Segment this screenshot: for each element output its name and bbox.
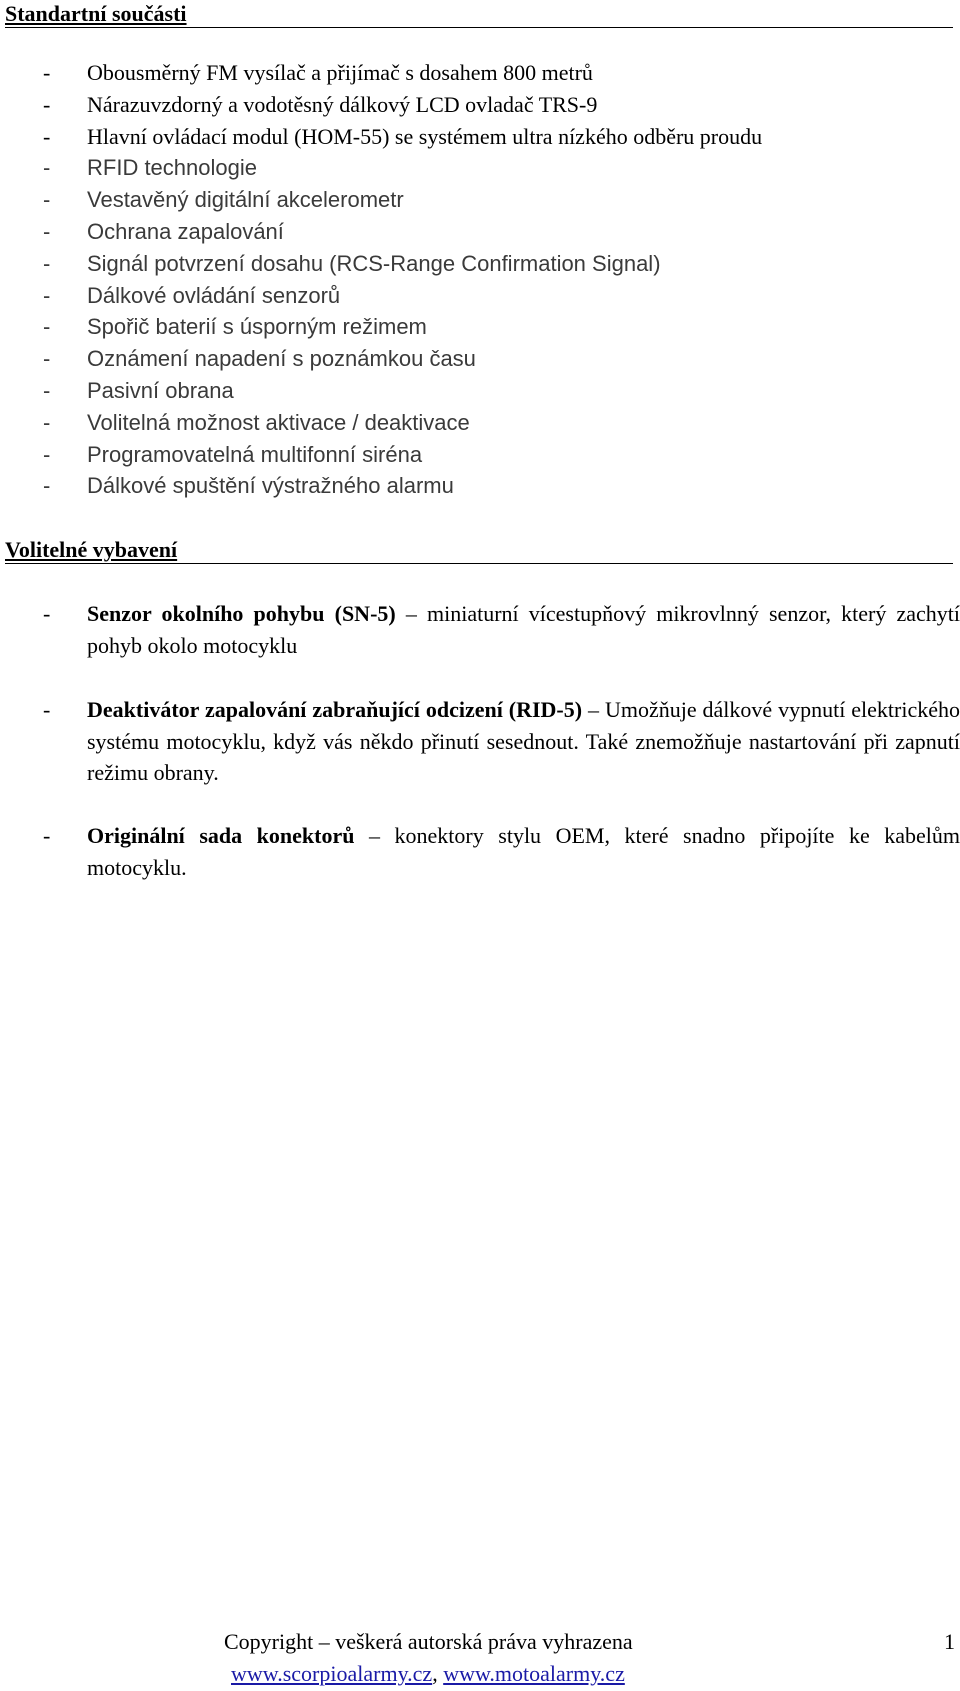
standard-parts-list xyxy=(0,57,960,502)
list-item: - Programovatelná multifonní siréna xyxy=(43,441,423,467)
list-item: - Hlavní ovládací modul (HOM-55) se systémem ultra nízkého odběru proudu xyxy=(43,123,763,149)
optional-item-text: Senzor okolního pohybu (SN-5) – miniaturní vícestupňový mikrovlnný senzor, který zachytí pohyb okolo motocyklu xyxy=(87,601,960,658)
list-item: - Signál potvrzení dosahu (RCS-Range Confirmation Signal) xyxy=(43,250,661,276)
page-number: 1 xyxy=(944,1629,955,1654)
list-item: - Obousměrný FM vysílač a přijímač s dosahem 800 metrů xyxy=(43,60,593,85)
scorpioalarmy-link[interactable]: www.scorpioalarmy.cz xyxy=(231,1661,433,1686)
optional-item-text: Originální sada konektorů – konektory stylu OEM, které snadno připojíte ke kabelům motocyklu. xyxy=(87,823,960,880)
motoalarmy-link[interactable]: www.motoalarmy.cz xyxy=(443,1661,625,1686)
document-page: Standartní součásti - Obousměrný FM vysílač a přijímač s dosahem 800 metrů - Nárazuvzdorný a vodotěsný dálkový LCD ovladač TRS-9 - Hlavní ovládací modul (HOM-55) se systémem ultra nízkého odběru proudu - RFID technologie - Vestavěný digitální akcelerometr - Ochrana zapalování - Signál potvrzení dosahu (RCS-Range Confirmation Signal) - Dálkové ovládání senzorů - Spořič baterií s úsporným režimem - Oznámení napadení s poznámkou času - Pasivní obrana - Volitelná možnost aktivace / deaktivace - Programovatelná multifonní siréna - Dálkové spuštění výstražného alarmu Volitelné vybavení - Senzor okolního pohybu (SN-5) – miniaturní vícestupňový mikrovlnný senzor, který zachytí pohyb okolo motocyklu - Deaktivátor zapalování zabraňující odcizení (RID-5) – Umožňuje dálkové vypnutí elektrického systému motocyklu, když vás někdo přinutí sesednout. Také znemožňuje nastartování při zapnutí režimu obrany. - Originální sada konektorů – konektory stylu OEM, které snadno připojíte ke kabelům motocyklu. Copyright – veškerá autorská práva vyhrazena 1 www.scorpioalarmy.cz, www.motoalarmy.cz xyxy=(0,0,960,1691)
list-item: - Dálkové ovládání senzorů xyxy=(43,282,341,308)
optional-item-text: Deaktivátor zapalování zabraňující odcizení (RID-5) – Umožňuje dálkové vypnutí elektrického systému motocyklu, když vás někdo přinutí sesednout. Také znemožňuje nastartování při zapnutí režimu obrany. xyxy=(87,697,960,785)
list-item: - Spořič baterií s úsporným režimem xyxy=(43,314,427,340)
list-item: - Dálkové spuštění výstražného alarmu xyxy=(43,473,454,499)
list-item: - RFID technologie xyxy=(43,155,257,181)
optional-equipment-heading: Volitelné vybavení xyxy=(5,538,953,564)
standard-parts-heading: Standartní součásti xyxy=(5,2,953,28)
list-item: - Oznámení napadení s poznámkou času xyxy=(43,346,476,372)
list-item: - Volitelná možnost aktivace / deaktivace xyxy=(43,409,470,435)
list-item: - Ochrana zapalování xyxy=(43,218,284,244)
list-item: - Vestavěný digitální akcelerometr xyxy=(43,187,404,213)
list-item: - Nárazuvzdorný a vodotěsný dálkový LCD ovladač TRS-9 xyxy=(43,91,598,117)
list-item: - Pasivní obrana xyxy=(43,377,234,403)
